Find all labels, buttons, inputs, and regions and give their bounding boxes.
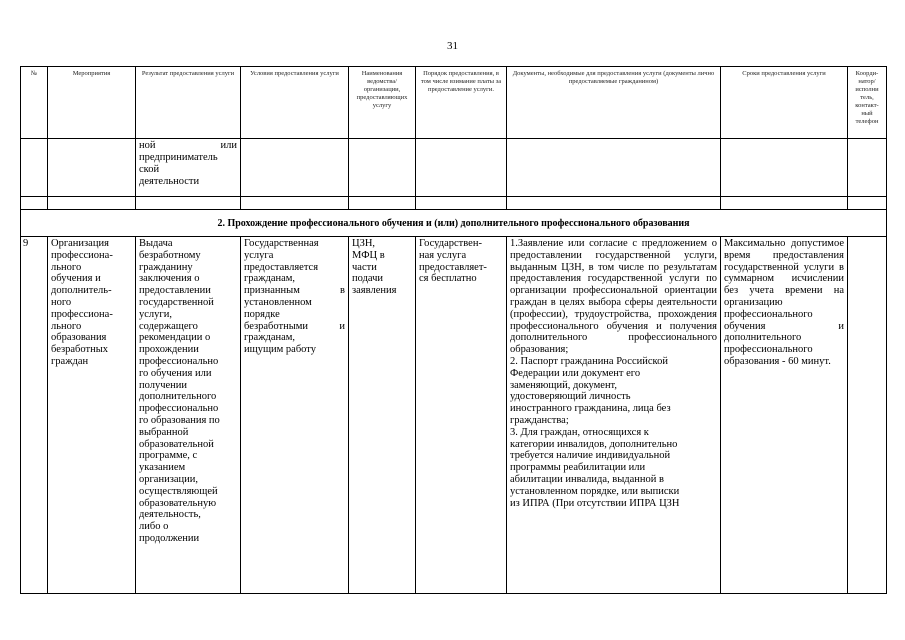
text-line: услуга [244,249,274,261]
text-line: осуществляющей [139,485,218,497]
text-line: 2. Паспорт гражданина Российской [510,355,668,367]
table-cell [48,139,136,197]
table-cell [721,139,848,197]
text-line: части [352,261,377,273]
table-row [21,237,887,594]
text-line: государственной [139,296,214,308]
table-cell [721,197,848,210]
text-line: установленном порядке, или выписки [510,485,680,497]
text-line: безработных [51,344,109,356]
header-cell: Порядок предоставления, в том числе взимание платы за предоставление услуги. [416,67,507,139]
text-line: из ИПРА (При отсутствии ИПРА ЦЗН [510,497,680,509]
text-line: заявления [352,285,397,297]
procedure-cell [416,237,507,594]
continuation-cell [136,139,241,197]
text-line: услуги, [139,308,172,320]
table-row [21,197,887,210]
text-line: льного [51,320,82,332]
text-line: программе, с [139,450,198,462]
header-cell: Коорди-натор/ исполни тель, контакт-ный телефон [848,67,887,139]
text-line: подачи [352,273,384,285]
text-line: деятельности [139,176,200,187]
text-line: профессионально [139,355,219,367]
text-line: гражданам, [244,273,296,285]
text-line: профессиона- [51,249,113,261]
text-line: заключения о [139,273,200,285]
text-line: либо о [139,521,169,533]
text-line: безработному [139,249,201,261]
text-line: льного [51,261,82,273]
text-line: заменяющий, документ, [510,379,617,391]
text-line: ся бесплатно [419,273,477,285]
text-line: предоставлении [139,285,211,297]
text-line: иностранного гражданина, лица без [510,403,671,415]
text-line: граждан [51,355,89,367]
text-line: ной или [139,140,237,151]
text-line: продолжении [139,532,200,544]
table-cell [21,139,48,197]
table-cell [21,197,48,210]
text-line: 3. Для граждан, относящихся к [510,426,649,438]
header-cell: Результат предоставления услуги [136,67,241,139]
text-line: предприниматель [139,152,218,163]
text-line: порядке [244,308,280,320]
text-line: организации, [139,473,198,485]
text-line: МФЦ в [352,249,385,261]
text-line: предоставляется [244,261,319,273]
text-line: Выдача [139,238,173,249]
text-line: прохождении [139,344,199,356]
table-cell [241,139,349,197]
table-cell [349,139,416,197]
table-row [21,139,887,197]
table-header-row [21,67,887,139]
text-line: профессиона- [51,308,113,320]
header-cell: № [21,67,48,139]
page-number: 31 [447,40,458,52]
services-table [20,66,887,594]
text-line: образовательную [139,497,217,509]
text-line: дополнитель- [51,285,112,297]
activity-cell [48,237,136,594]
text-line: ищущим работу [244,344,316,356]
text-line: рекомендации о [139,332,211,344]
header-cell: Мероприятия [48,67,136,139]
coordinator-cell [848,237,887,594]
conditions-cell [241,237,349,594]
table-cell [416,139,507,197]
documents-cell [507,237,721,594]
row-number: 9 [21,237,48,594]
text-line: безработными и [244,320,345,332]
text-line: деятельность, [139,509,201,521]
text-line: получении [139,379,188,391]
text-line: Государствен- [419,238,482,249]
table-cell [349,197,416,210]
terms-cell [721,237,848,594]
table-cell [416,197,507,210]
text-line: признанным в [244,285,345,297]
text-line: ской [139,164,160,175]
text-line: Организация [51,238,109,249]
documents-paragraph: 1.Заявление или согласие с предложением о предоставлении государственной услуги, выданным ЦЗН, в том числе по результатам предоставления государственной услуги по организации профессиональной ориентации граждан в целях выбора сферы деятельности (профессии), трудоустройства, прохождения профессионального обучения и получения дополнительного профессионального образования; [510,238,717,356]
header-cell: Наименования ведомства/ организации, предоставляющих услугу [349,67,416,139]
text-line: ного [51,296,72,308]
text-line: образования [51,332,107,344]
text-line: Федерации или документ его [510,367,641,379]
text-line: выбранной [139,426,189,438]
text-line: установленном [244,296,312,308]
header-cell: Документы, необходимые для предоставления услуги (документы лично предоставляемые гражданином) [507,67,721,139]
text-line: гражданства; [510,414,569,426]
text-line: Государственная [244,238,319,249]
text-line: содержащего [139,320,198,332]
text-line: удостоверяющий личность [510,391,631,403]
table-cell [241,197,349,210]
table-cell [48,197,136,210]
text-line: обучения и [51,273,101,285]
text-line: ЦЗН, [352,238,376,249]
table-cell [848,139,887,197]
agency-cell [349,237,416,594]
table-cell [848,197,887,210]
header-cell: Сроки предоставления услуги [721,67,848,139]
text-line: категории инвалидов, дополнительно [510,438,678,450]
text-line: профессионально [139,403,219,415]
terms-paragraph: Максимально допустимое время предоставления государственной услуги в суммарном исчислении без учета времени на организацию профессионального обучения и дополнительного профессионального образования - 60 минут. [724,238,844,367]
text-line: го обучения или [139,367,212,379]
text-line: программы реабилитации или [510,462,646,474]
table-cell [507,197,721,210]
text-line: требуется наличие индивидуальной [510,450,671,462]
text-line: указанием [139,462,186,474]
text-line: ная услуга [419,249,467,261]
table-cell [136,197,241,210]
result-cell [136,237,241,594]
table-cell [507,139,721,197]
section-title: 2. Прохождение профессионального обучения и (или) дополнительного профессионального образования [21,210,887,237]
text-line: образовательной [139,438,214,450]
text-line: дополнительного [139,391,217,403]
text-line: гражданам, [244,332,296,344]
text-line: абилитации инвалида, выданной в [510,473,664,485]
text-line: го образования по [139,414,220,426]
text-line: гражданину [139,261,193,273]
text-line: предоставляет- [419,261,487,273]
section-row [21,210,887,237]
header-cell: Условия предоставления услуги [241,67,349,139]
